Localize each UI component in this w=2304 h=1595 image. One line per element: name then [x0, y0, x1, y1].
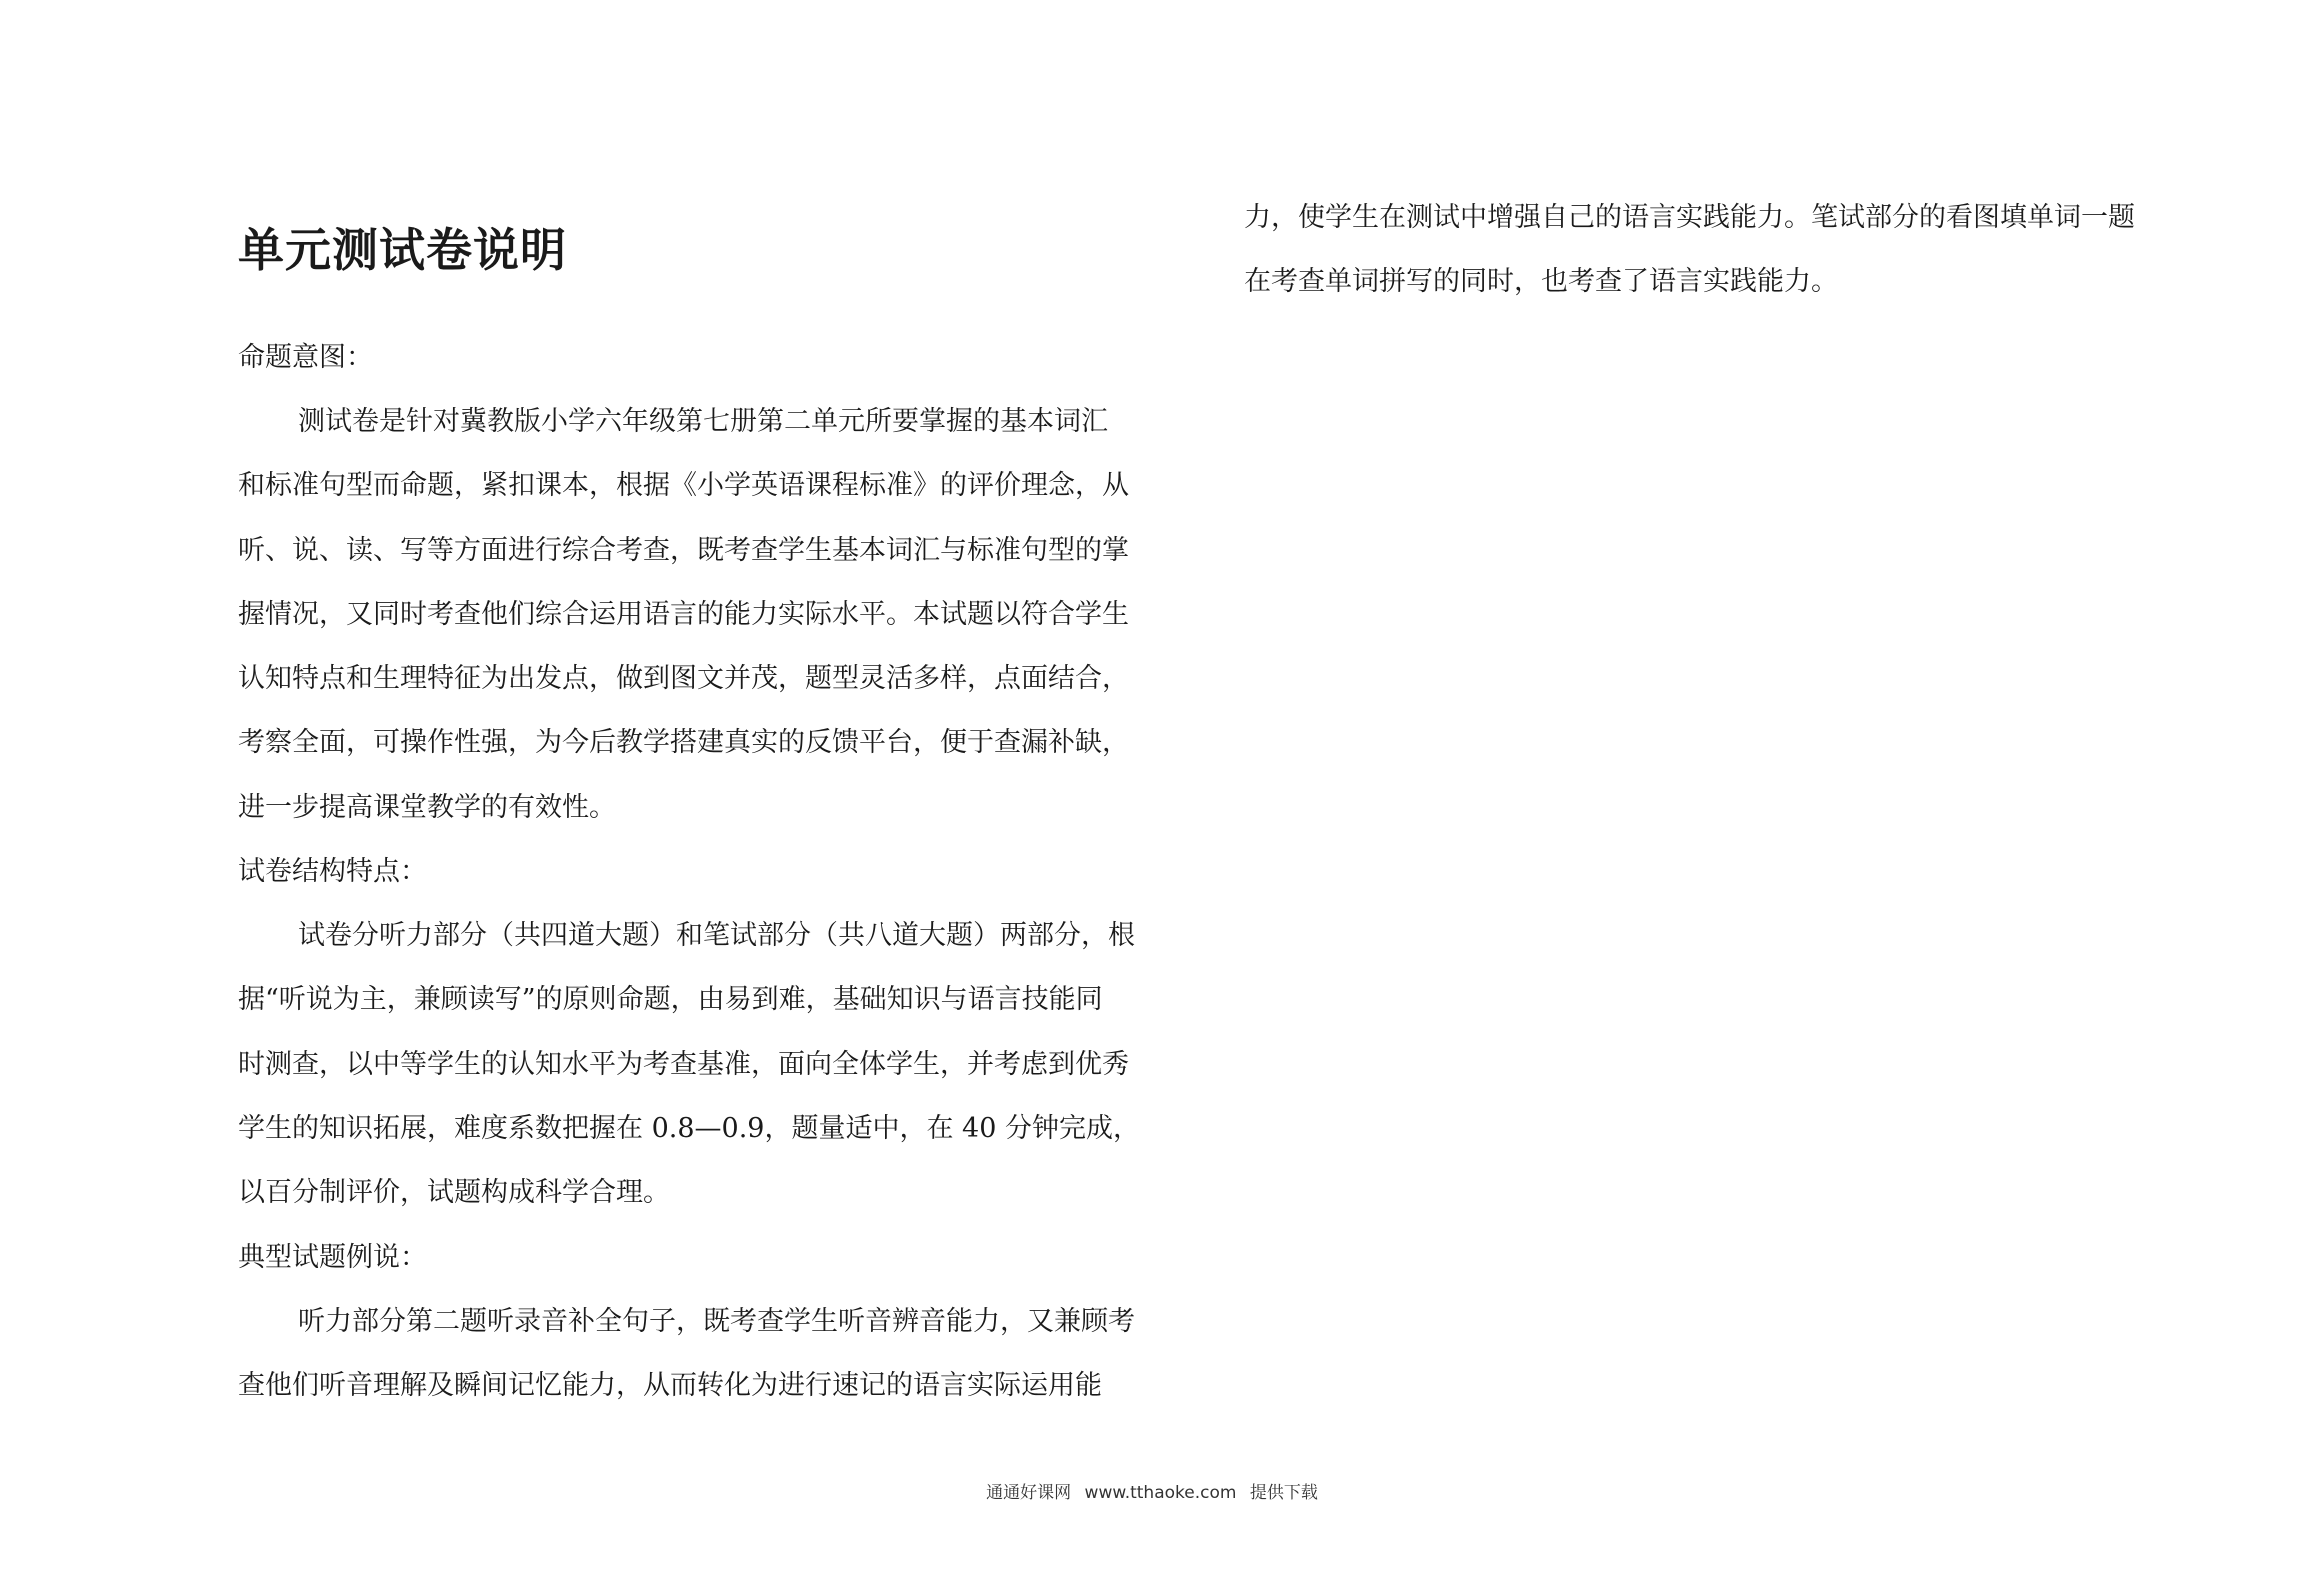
- section-structure: [238, 840, 1200, 1225]
- paragraph-line: 考察全面，可操作性强，为今后教学搭建真实的反馈平台，便于查漏补缺，: [238, 727, 1129, 759]
- paragraph-line: 力，使学生在测试中增强自己的语言实践能力。笔试部分的看图填单词一题: [1244, 202, 2135, 233]
- footer-site-name: 通通好课网: [986, 1483, 1072, 1503]
- section-paragraph: [238, 904, 1200, 1225]
- section-heading: 典型试题例说：: [238, 1241, 427, 1273]
- footer-suffix: 提供下载: [1249, 1483, 1318, 1503]
- paragraph-line: 测试卷是针对冀教版小学六年级第七册第二单元所要掌握的基本词汇: [298, 406, 1108, 437]
- paragraph-line: 听力部分第二题听录音补全句子，既考查学生听音辨音能力，又兼顾考: [298, 1305, 1135, 1337]
- paragraph-line: 和标准句型而命题，紧扣课本，根据《小学英语课程标准》的评价理念，从: [238, 470, 1129, 502]
- section-examples: [238, 1226, 1200, 1419]
- paragraph-line: 听、说、读、写等方面进行综合考查，既考查学生基本词汇与标准句型的掌: [238, 534, 1129, 566]
- paragraph-line: 学生的知识拓展，难度系数把握在 0.8—0.9，题量适中，在 40 分钟完成，: [238, 1112, 1140, 1144]
- page-footer: [0, 1478, 2304, 1503]
- paragraph-line: 进一步提高课堂教学的有效性。: [238, 791, 616, 823]
- paragraph-line: 在考查单词拼写的同时，也考查了语言实践能力。: [1244, 266, 1838, 298]
- right-column: [1244, 186, 2206, 315]
- paragraph-line: 据“听说为主，兼顾读写”的原则命题，由易到难，基础知识与语言技能同: [238, 984, 1103, 1016]
- section-heading: 试卷结构特点：: [238, 856, 427, 888]
- paragraph-line: 以百分制评价，试题构成科学合理。: [238, 1177, 670, 1209]
- paragraph-line: 试卷分听力部分（共四道大题）和笔试部分（共八道大题）两部分，根: [298, 920, 1135, 952]
- section-intent: [238, 326, 1200, 840]
- section-paragraph: [238, 1290, 1200, 1419]
- paragraph-line: 认知特点和生理特征为出发点，做到图文并茂，题型灵活多样，点面结合，: [238, 663, 1129, 695]
- section-heading: 命题意图：: [238, 342, 373, 373]
- document-title: 单元测试卷说明: [238, 223, 567, 277]
- footer-url[interactable]: www.tthaoke.com: [1084, 1483, 1237, 1503]
- left-column: [238, 220, 1200, 1418]
- paragraph-line: 握情况，又同时考查他们综合运用语言的能力实际水平。本试题以符合学生: [238, 598, 1129, 630]
- paragraph-line: 查他们听音理解及瞬间记忆能力，从而转化为进行速记的语言实际运用能: [238, 1369, 1102, 1401]
- continuation-paragraph: [1244, 186, 2206, 315]
- paragraph-line: 时测查，以中等学生的认知水平为考查基准，面向全体学生，并考虑到优秀: [238, 1048, 1129, 1080]
- section-paragraph: [238, 390, 1200, 840]
